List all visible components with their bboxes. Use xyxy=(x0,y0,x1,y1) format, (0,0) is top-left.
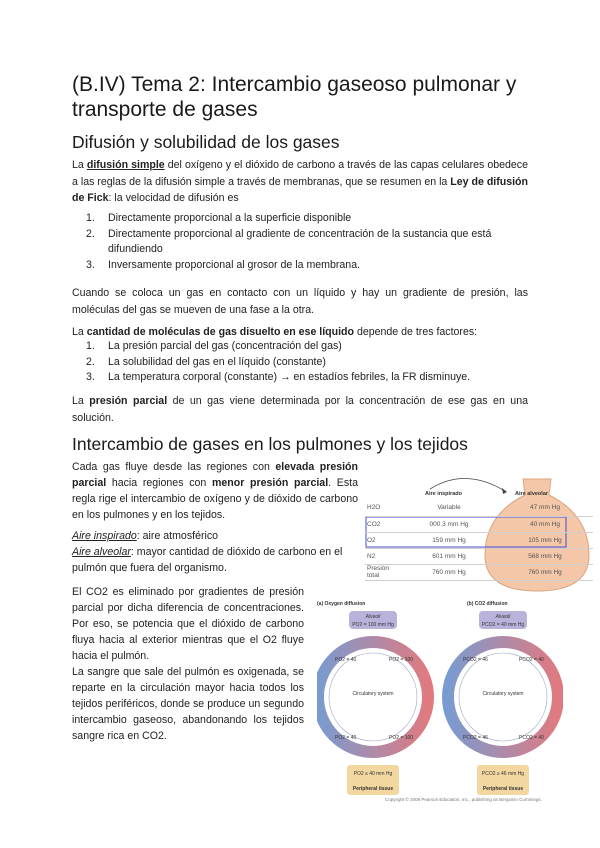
cell-alveolar: 47 mm Hg xyxy=(497,500,593,516)
panel-caption: (b) CO2 diffusion xyxy=(467,601,508,607)
term-air-alveolar: Aire alveolar xyxy=(72,546,131,558)
oxygen-diffusion-panel xyxy=(317,601,428,795)
fick-list xyxy=(86,211,528,273)
inner-circle xyxy=(329,653,417,741)
left-bottom-value: PCO2 = 46 xyxy=(463,735,488,741)
tissue-value: PCO2 ≥ 46 mm Hg xyxy=(481,771,525,777)
partial-pressure-table xyxy=(365,500,593,581)
cell-inspired: 601 mm Hg xyxy=(401,548,497,564)
co2-diffusion-panel xyxy=(448,601,558,795)
list-number: 3. xyxy=(86,371,95,383)
list-item xyxy=(86,370,528,386)
text-run: hacia regiones con xyxy=(106,477,212,489)
blood-paragraph: La sangre que sale del pulmón es oxigenada, se reparte en la circulación mayor hacia todos los tejidos periféricos, donde se produce un segundo intercambio gaseoso, abandonando los tejidos sangre rica en CO2. xyxy=(72,666,304,742)
list-item xyxy=(86,227,528,258)
right-top-value: PCO2 = 40 xyxy=(519,657,544,663)
list-item xyxy=(86,355,528,371)
inner-circle xyxy=(459,653,547,741)
factors-list xyxy=(86,339,528,386)
page-title: (B.IV) Tema 2: Intercambio gaseoso pulmonar y transporte de gases xyxy=(72,73,517,121)
left-top-value: PCO2 = 46 xyxy=(463,657,488,663)
figure-credit: Copyright © 2009 Pearson Education, Inc., publishing as Benjamin Cummings. xyxy=(385,797,542,802)
diffusion-figure xyxy=(317,597,563,805)
cell-gas: O2 xyxy=(365,532,401,548)
term-air-inspired: Aire inspirado xyxy=(72,530,137,542)
cell-inspired: Variable xyxy=(401,500,497,516)
text-run: del oxígeno y el dióxido de carbono a través de las capas celulares obedece a las reglas de la difusión simple a través de membranas, que se resumen en la xyxy=(72,159,528,188)
section-heading-diffusion: Difusión y solubilidad de los gases xyxy=(72,132,340,152)
cell-gas: N2 xyxy=(365,548,401,564)
diffusion-diagrams xyxy=(317,597,563,805)
text-run: de un gas viene determinada por la concentración de ese gas en una solución. xyxy=(72,395,528,424)
alveoli-label: Alveoli xyxy=(495,614,511,620)
term-fick-law: Ley de difusión de Fick xyxy=(72,175,529,204)
list-text: La temperatura corporal (constante) → en estadíos febriles, la FR disminuye. xyxy=(108,371,471,383)
table-row xyxy=(365,500,593,516)
tissue-value: PO2 ≤ 40 mm Hg xyxy=(353,771,393,777)
left-bottom-value: PO2 = 40 xyxy=(335,735,357,741)
list-text: La presión parcial del gas (concentración del gas) xyxy=(108,340,342,352)
list-text: Inversamente proporcional al grosor de la membrana. xyxy=(108,258,361,271)
list-item xyxy=(86,211,528,227)
gas-liquid-paragraph: Cuando se coloca un gas en contacto con un líquido y hay un gradiente de presión, las moléculas del gas se mueven de una fase a la otra. xyxy=(72,287,528,316)
cell-gas: Presión total xyxy=(365,564,401,580)
circulation-label: Circulatory system xyxy=(352,691,394,697)
cell-alveolar: 105 mm Hg xyxy=(497,532,593,548)
fick-intro-paragraph xyxy=(72,157,528,207)
text-run: . Esta regla rige el intercambio de oxígeno y de dióxido de carbono en los pulmones y en los tejidos. xyxy=(72,477,358,521)
term-high-pressure: elevada presión parcial xyxy=(72,461,358,489)
table-row xyxy=(365,548,593,564)
air-alveolar-definition xyxy=(72,544,358,576)
cell-alveolar: 568 mm Hg xyxy=(497,548,593,564)
list-number: 1. xyxy=(86,212,95,224)
cell-gas: CO2 xyxy=(365,516,401,532)
term-partial-pressure: presión parcial xyxy=(89,395,168,407)
table-row xyxy=(365,516,593,532)
partial-pressure-table-figure xyxy=(365,465,593,595)
list-number: 2. xyxy=(86,227,95,240)
cell-inspired: 000.3 mm Hg xyxy=(401,516,497,532)
alveoli-label: Alveoli xyxy=(365,614,381,620)
cell-alveolar: 760 mm Hg xyxy=(497,564,593,580)
col-header-inspired: Aire inspirado xyxy=(425,491,462,497)
alveoli-value: PCO2 = 40 mm Hg xyxy=(481,622,525,628)
text-run: Cada gas fluye desde las regiones con xyxy=(72,461,276,473)
cell-alveolar: 40 mm Hg xyxy=(497,516,593,532)
panel-caption: (a) Oxygen diffusion xyxy=(317,601,366,607)
list-number: 1. xyxy=(86,340,95,352)
partial-pressure-paragraph xyxy=(72,393,528,426)
list-text: Directamente proporcional a la superficie disponible xyxy=(108,212,352,224)
circulation-label: Circulatory system xyxy=(482,691,524,697)
cell-inspired: 760 mm Hg xyxy=(401,564,497,580)
right-top-value: PO2 = 100 xyxy=(389,657,414,663)
tissue-label: Peripheral tissue xyxy=(482,786,524,792)
list-item xyxy=(86,258,528,274)
cell-inspired: 159 mm Hg xyxy=(401,532,497,548)
gradient-paragraph xyxy=(72,459,358,523)
table-row xyxy=(365,532,593,548)
co2-paragraph: El CO2 es eliminado por gradientes de presión parcial por dicha diferencia de concentraciones. Por eso, se potencia que el dióxido de carbono fluya hacia al exterior mientras que el O2 fluye hacia el pulmón. xyxy=(72,586,304,662)
term-simple-diffusion: difusión simple xyxy=(86,159,165,171)
definition-text: : mayor cantidad de dióxido de carbono en el pulmón que fuera del organismo. xyxy=(72,546,343,574)
list-item xyxy=(86,339,528,355)
tissue-label: Peripheral tissue xyxy=(352,786,394,792)
table-row xyxy=(365,564,593,580)
section-heading-exchange: Intercambio de gases en los pulmones y los tejidos xyxy=(72,434,468,454)
left-top-value: PO2 = 40 xyxy=(335,657,357,663)
arrow-head-icon xyxy=(502,488,507,494)
text-run: : la velocidad de difusión es xyxy=(108,192,239,204)
cell-gas: H2O xyxy=(365,500,401,516)
text-run: La xyxy=(72,159,87,171)
list-text: La solubilidad del gas en el líquido (constante) xyxy=(108,355,326,368)
list-number: 3. xyxy=(86,258,95,271)
air-definitions xyxy=(72,528,358,576)
right-bottom-value: PO2 = 100 xyxy=(389,735,414,741)
term-dissolved-gas: cantidad de moléculas de gas disuelto en ese líquido xyxy=(86,326,354,338)
term-low-pressure: menor presión parcial xyxy=(211,477,329,489)
text-run: La xyxy=(72,395,90,407)
right-bottom-value: PCO2 = 40 xyxy=(519,735,544,741)
list-number: 2. xyxy=(86,355,95,368)
list-text: Directamente proporcional al gradiente de concentración de la sustancia que está difundiendo xyxy=(108,227,492,255)
col-header-alveolar: Aire alveolar xyxy=(515,491,549,497)
arrow-curve xyxy=(430,478,505,491)
text-run: La xyxy=(72,326,87,338)
air-inspired-definition xyxy=(72,528,358,544)
text-run: depende de tres factores: xyxy=(354,326,478,338)
alveoli-value: PO2 = 100 mm Hg xyxy=(352,622,394,628)
definition-text: : aire atmosférico xyxy=(136,530,219,542)
